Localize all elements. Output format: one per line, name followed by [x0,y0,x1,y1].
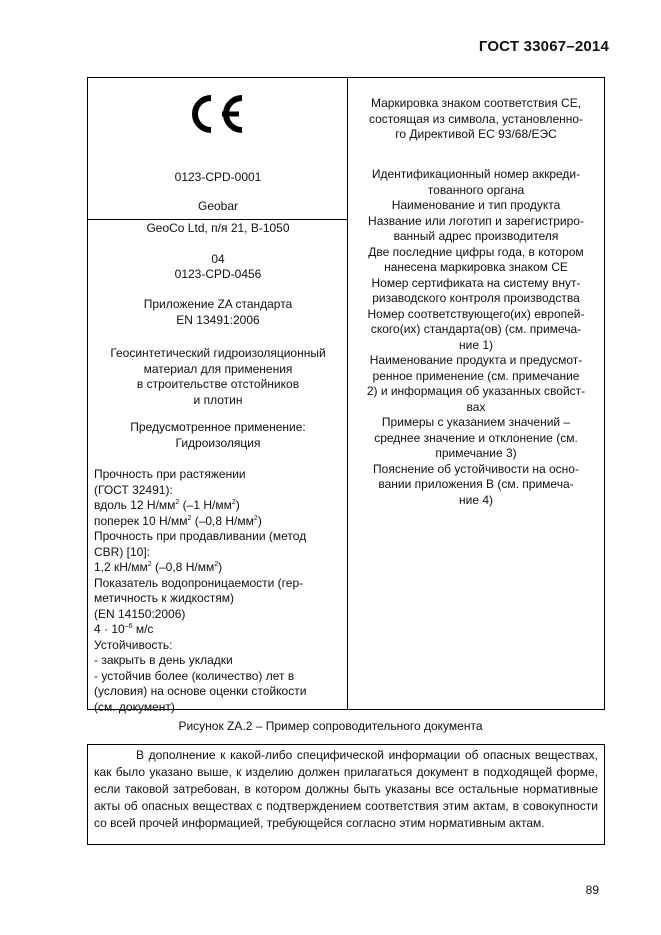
company-address: GeoCo Ltd, п/я 21, B-1050 [146,221,290,235]
explanation-line: Пояснение об устойчивости на осно- [373,461,579,476]
row-divider [88,219,347,220]
properties-list [94,467,342,715]
annex-line: Приложение ZA стандарта [143,297,293,311]
year-code: 04 [211,252,225,266]
note-box [87,744,605,845]
explanation-line: Идентификационный номер аккреди- [371,167,581,181]
property-line: - устойчив более (количество) лет в [94,668,295,683]
explanation-line: Наименование и тип продукта [391,198,561,212]
standard-header: ГОСТ 33067–2014 [478,38,609,55]
ce-marking-figure [87,77,605,714]
explanation-line: вах [466,399,486,414]
use-line: Предусмотренное применение: [130,420,306,434]
property-line: (ГОСТ 32491): [94,482,173,497]
figure-caption: Рисунок ZA.2 – Пример сопроводительного документа [178,719,483,733]
explanation-line: го Директивой ЕС 93/68/ЕЭС [395,127,557,141]
value-text: (–0,8 Н/мм [151,560,215,574]
explanation-line: Маркировка знаком соответствия СЕ, [370,96,582,110]
product-line: в строительстве отстойников [136,377,300,391]
explanation-line: вании приложения В (см. примеча- [378,477,574,491]
explanation-line: ренное применение (см. примечание [372,368,580,383]
property-line: (EN 14150:2006) [94,606,186,621]
value-text: ) [218,560,223,574]
explanation-line: Две последние цифры года, в котором [368,244,584,259]
value-text: 1,2 кН/мм [94,560,148,574]
explanation-line: ванный адрес производителя [393,229,559,243]
property-line: (условия) на основе оценки стойкости [94,684,307,698]
product-line: и плотин [193,392,243,407]
explanation-line: среднее значение и отклонение (см. [374,430,578,445]
explanation-line: состоящая из символа, установленно- [368,111,584,126]
superscript: 2 [231,499,236,506]
value-text: м/с [132,622,154,636]
fpc-cert-number: 0123-CPD-0456 [174,267,262,281]
explanation-line: Примеры с указанием значений – [381,415,571,429]
explanation-line: ние 1) [458,337,493,352]
property-value [94,560,342,576]
brand-name: Geobar [197,199,239,213]
explanation-line: Номер сертификата на систему внут- [371,275,581,290]
superscript: –6 [124,623,133,630]
explanation-line: Номер соответствующего(их) европей- [367,306,585,321]
explanation-line: нанесена маркировка знаком СЕ [384,260,568,274]
property-value [94,622,342,638]
ce-mark-explanation [351,96,601,143]
intended-use [94,420,342,451]
property-line: Прочность при продавливании (метод [94,529,307,543]
property-line: - закрыть в день укладки [94,653,233,667]
property-value [94,498,342,514]
use-line: Гидроизоляция [175,435,261,450]
value-text: вдоль 12 Н/мм [94,498,176,512]
explanation-line: ского(их) стандарта(ов) (см. примеча- [370,322,582,336]
explanation-line: Название или логотип и зарегистриро- [368,213,584,228]
property-line: Прочность при растяжении [94,467,246,481]
value-text: (–1 Н/мм [179,498,232,512]
property-line: CBR) [10]: [94,544,151,559]
superscript: 2 [214,561,219,568]
property-line: Показатель водопроницаемости (гер- [94,575,304,590]
property-line: (см. документ) [94,699,175,714]
explanation-line: ризаводского контроля производства [372,291,580,305]
ce-mark-logo [184,94,246,134]
property-line: Устойчивость: [94,637,173,652]
page-number: 89 [585,883,599,897]
field-explanations [351,167,601,508]
note-text: В дополнение к какой-либо специфической информации об опасных веществах, как было указано выше, к изделию должен прилагаться документ в подходящей форме, если таковой затребован, в котором должны быть указаны все остальные нормативные акты об опасных веществах с подтверждением соответствия этим актам, в совокупности со всей прочей информацией, требующейся согласно этим нормативным актам. [94,748,598,830]
property-line: метичность к жидкостям) [94,591,234,605]
explanation-line: Наименование продукта и предусмот- [369,353,583,367]
superscript: 2 [175,499,180,506]
superscript: 2 [253,514,258,522]
superscript: 2 [147,561,152,568]
value-text: 4 · 10 [94,622,125,636]
explanation-line: примечание 3) [435,446,517,460]
product-line: материал для применения [143,361,293,376]
annex-standard: EN 13491:2006 [176,313,260,327]
superscript: 2 [187,514,192,522]
column-divider [347,78,348,709]
product-line: Геосинтетический гидроизоляционный [110,346,326,360]
explanation-line: 2) и информация об указанных свойст- [366,384,586,398]
value-text: ) [235,498,240,512]
product-description [94,346,342,408]
value-text: ) [257,513,262,528]
property-value [94,514,342,530]
explanation-line: ние 4) [458,492,493,507]
value-text: поперек 10 Н/мм [94,513,188,528]
explanation-line: тованного органа [427,182,525,197]
value-text: (–0,8 Н/мм [191,513,254,528]
cert-number: 0123-CPD-0001 [174,170,262,184]
